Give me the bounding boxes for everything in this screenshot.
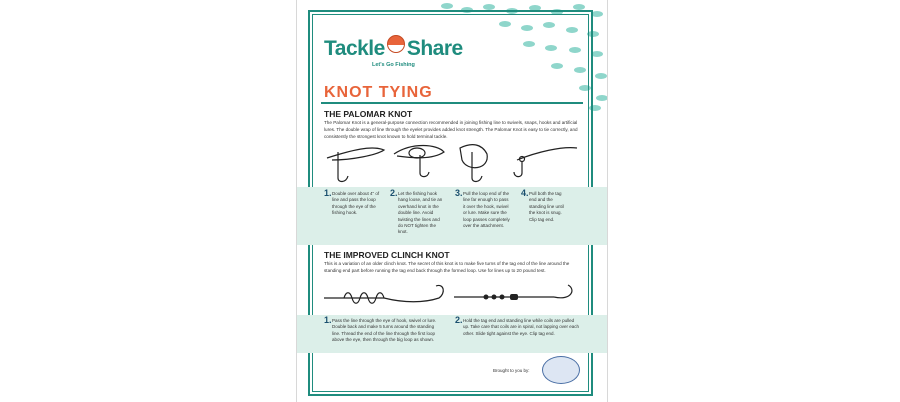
step-text: Pass the line through the eye of hook, swivel or lure. Double back and make 5 turns around the standing line. Thread the end of the line through the first loop above the eye, then through the big loop as shown. <box>332 318 437 343</box>
brand-name-left: Tackle <box>324 37 385 60</box>
step-number: 1. <box>324 188 332 198</box>
title-divider <box>321 102 583 104</box>
step-number: 1. <box>324 315 332 325</box>
palomar-illustrations <box>322 140 582 185</box>
clinch-step-1 <box>324 315 442 344</box>
palomar-step-3 <box>455 188 511 229</box>
step-text: Pull the loop end of the line far enough to pass it over the hook, swivel or lure. Make sure the loop passes completely over the attachment. <box>463 191 510 229</box>
step-text: Hold the tag end and standing line while coils are pulled up. Take care that coils are in spiral, not lapping over each other. Slide tight against the eye. Clip tag end. <box>463 318 579 336</box>
page-title: KNOT TYING <box>324 84 433 101</box>
palomar-heading: THE PALOMAR KNOT <box>324 109 413 119</box>
step-number: 2. <box>455 315 463 325</box>
document-page <box>296 0 608 402</box>
step-text: Double over about 4" of line and pass the loop through the eye of the fishing hook. <box>332 191 380 216</box>
sponsor-logo <box>542 356 580 384</box>
step-text: Let the fishing hook hang loose, and tie an overhand knot in the double line. Avoid twisting the lines and do NOT tighten the knot. <box>398 191 443 235</box>
brand-tagline: Let's Go Fishing <box>372 62 415 68</box>
sponsor-label: Brought to you by: <box>493 368 530 373</box>
bobber-icon <box>387 35 405 53</box>
step-text: Pull both the tag end and the standing line until the knot is snug. Clip tag end. <box>529 191 564 222</box>
step-number: 4. <box>521 188 529 198</box>
palomar-step-1 <box>324 188 384 217</box>
clinch-step-2 <box>455 315 579 337</box>
step-number: 3. <box>455 188 463 198</box>
step-number: 2. <box>390 188 398 198</box>
clinch-heading: THE IMPROVED CLINCH KNOT <box>324 250 450 260</box>
palomar-intro: The Palomar Knot is a general-purpose connection recommended in joining fishing line to swivels, snaps, hooks and artificial lures. The double wrap of line through the eyelet provides added knot strength. The Palomar Knot is easy to tie correctly, and consistently the strongest knot known to hold terminal tackle. <box>324 120 578 139</box>
palomar-step-4 <box>521 188 569 223</box>
clinch-intro: This is a variation of an older clinch knot. The secret of this knot is to make five turns of the tag end of the line around the standing end part before running the tag end back through the formed loop. Use for lines up to 20 pound test. <box>324 261 570 273</box>
brand-logo <box>324 35 463 61</box>
palomar-step-2 <box>390 188 446 236</box>
clinch-illustrations <box>324 283 584 313</box>
brand-name-right: Share <box>406 37 463 60</box>
